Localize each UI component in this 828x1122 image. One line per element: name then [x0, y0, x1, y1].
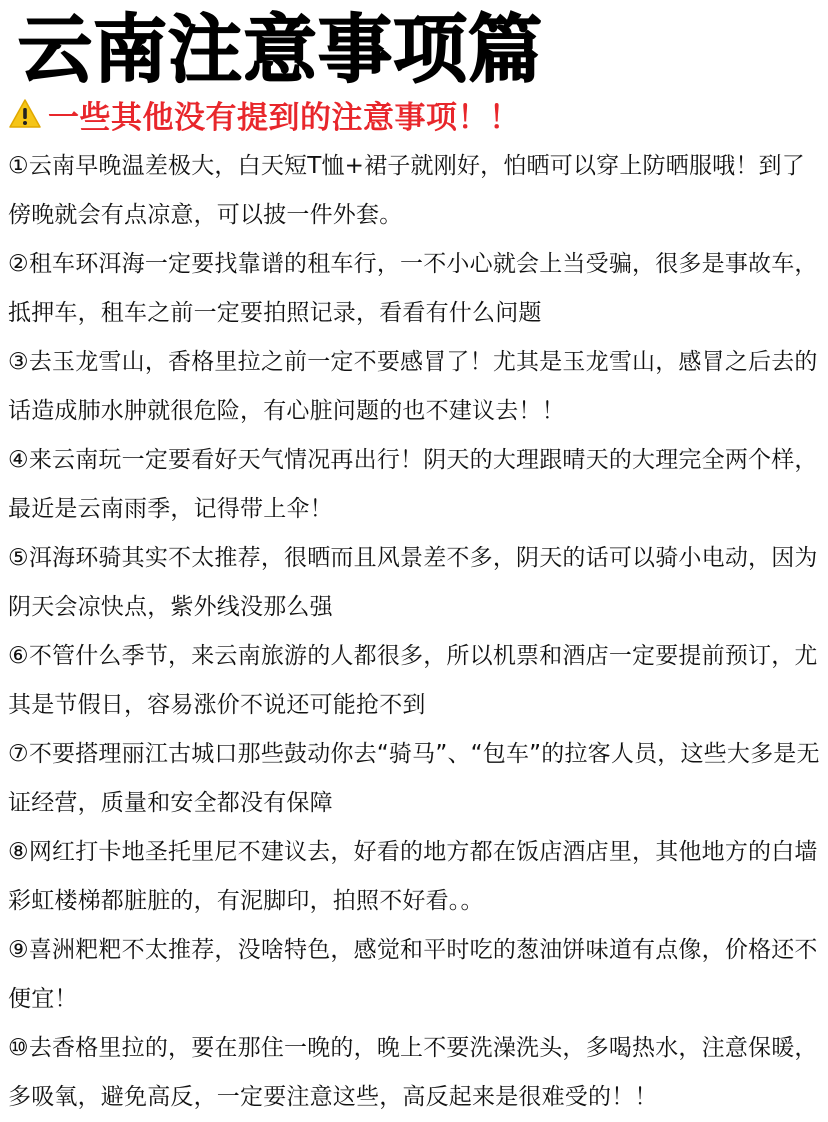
subtitle	[8, 92, 521, 136]
page-title: 云南注意事项篇	[18, 7, 543, 93]
tip-item: ⑥不管什么季节，来云南旅游的人都很多，所以机票和酒店一定要提前预订，尤其是节假日，容易涨价不说还可能抢不到	[8, 643, 818, 718]
tip-item: ⑦不要搭理丽江古城口那些鼓动你去“骑马”、“包车”的拉客人员，这些大多是无证经营，质量和安全都没有保障	[8, 741, 820, 816]
warning-icon	[8, 98, 42, 130]
tip-item: ⑨喜洲粑粑不太推荐，没啥特色，感觉和平时吃的葱油饼味道有点像，价格还不便宜！	[8, 937, 818, 1012]
tips-list	[8, 142, 824, 1122]
tip-item: ②租车环洱海一定要找靠谱的租车行，一不小心就会上当受骗，很多是事故车，抵押车，租车之前一定要拍照记录，看看有什么问题	[8, 251, 818, 326]
tip-item: ①云南早晚温差极大，白天短T恤+裙子就刚好，怕晒可以穿上防晒服哦！到了傍晚就会有点凉意，可以披一件外套。	[8, 153, 805, 228]
tip-item: ⑧网红打卡地圣托里尼不建议去，好看的地方都在饭店酒店里，其他地方的白墙彩虹楼梯都脏脏的，有泥脚印，拍照不好看。。	[8, 839, 818, 914]
subtitle-text: 一些其他没有提到的注意事项！！	[48, 99, 521, 136]
tip-item: ④来云南玩一定要看好天气情况再出行！阴天的大理跟晴天的大理完全两个样，最近是云南雨季，记得带上伞！	[8, 447, 818, 522]
tip-item: ⑩去香格里拉的，要在那住一晚的，晚上不要洗澡洗头，多喝热水，注意保暖，多吸氧，避免高反，一定要注意这些，高反起来是很难受的！！	[8, 1035, 818, 1110]
tip-item: ⑤洱海环骑其实不太推荐，很晒而且风景差不多，阴天的话可以骑小电动，因为阴天会凉快点，紫外线没那么强	[8, 545, 818, 620]
tip-item: ③去玉龙雪山，香格里拉之前一定不要感冒了！尤其是玉龙雪山，感冒之后去的话造成肺水肿就很危险，有心脏问题的也不建议去！！	[8, 349, 818, 424]
